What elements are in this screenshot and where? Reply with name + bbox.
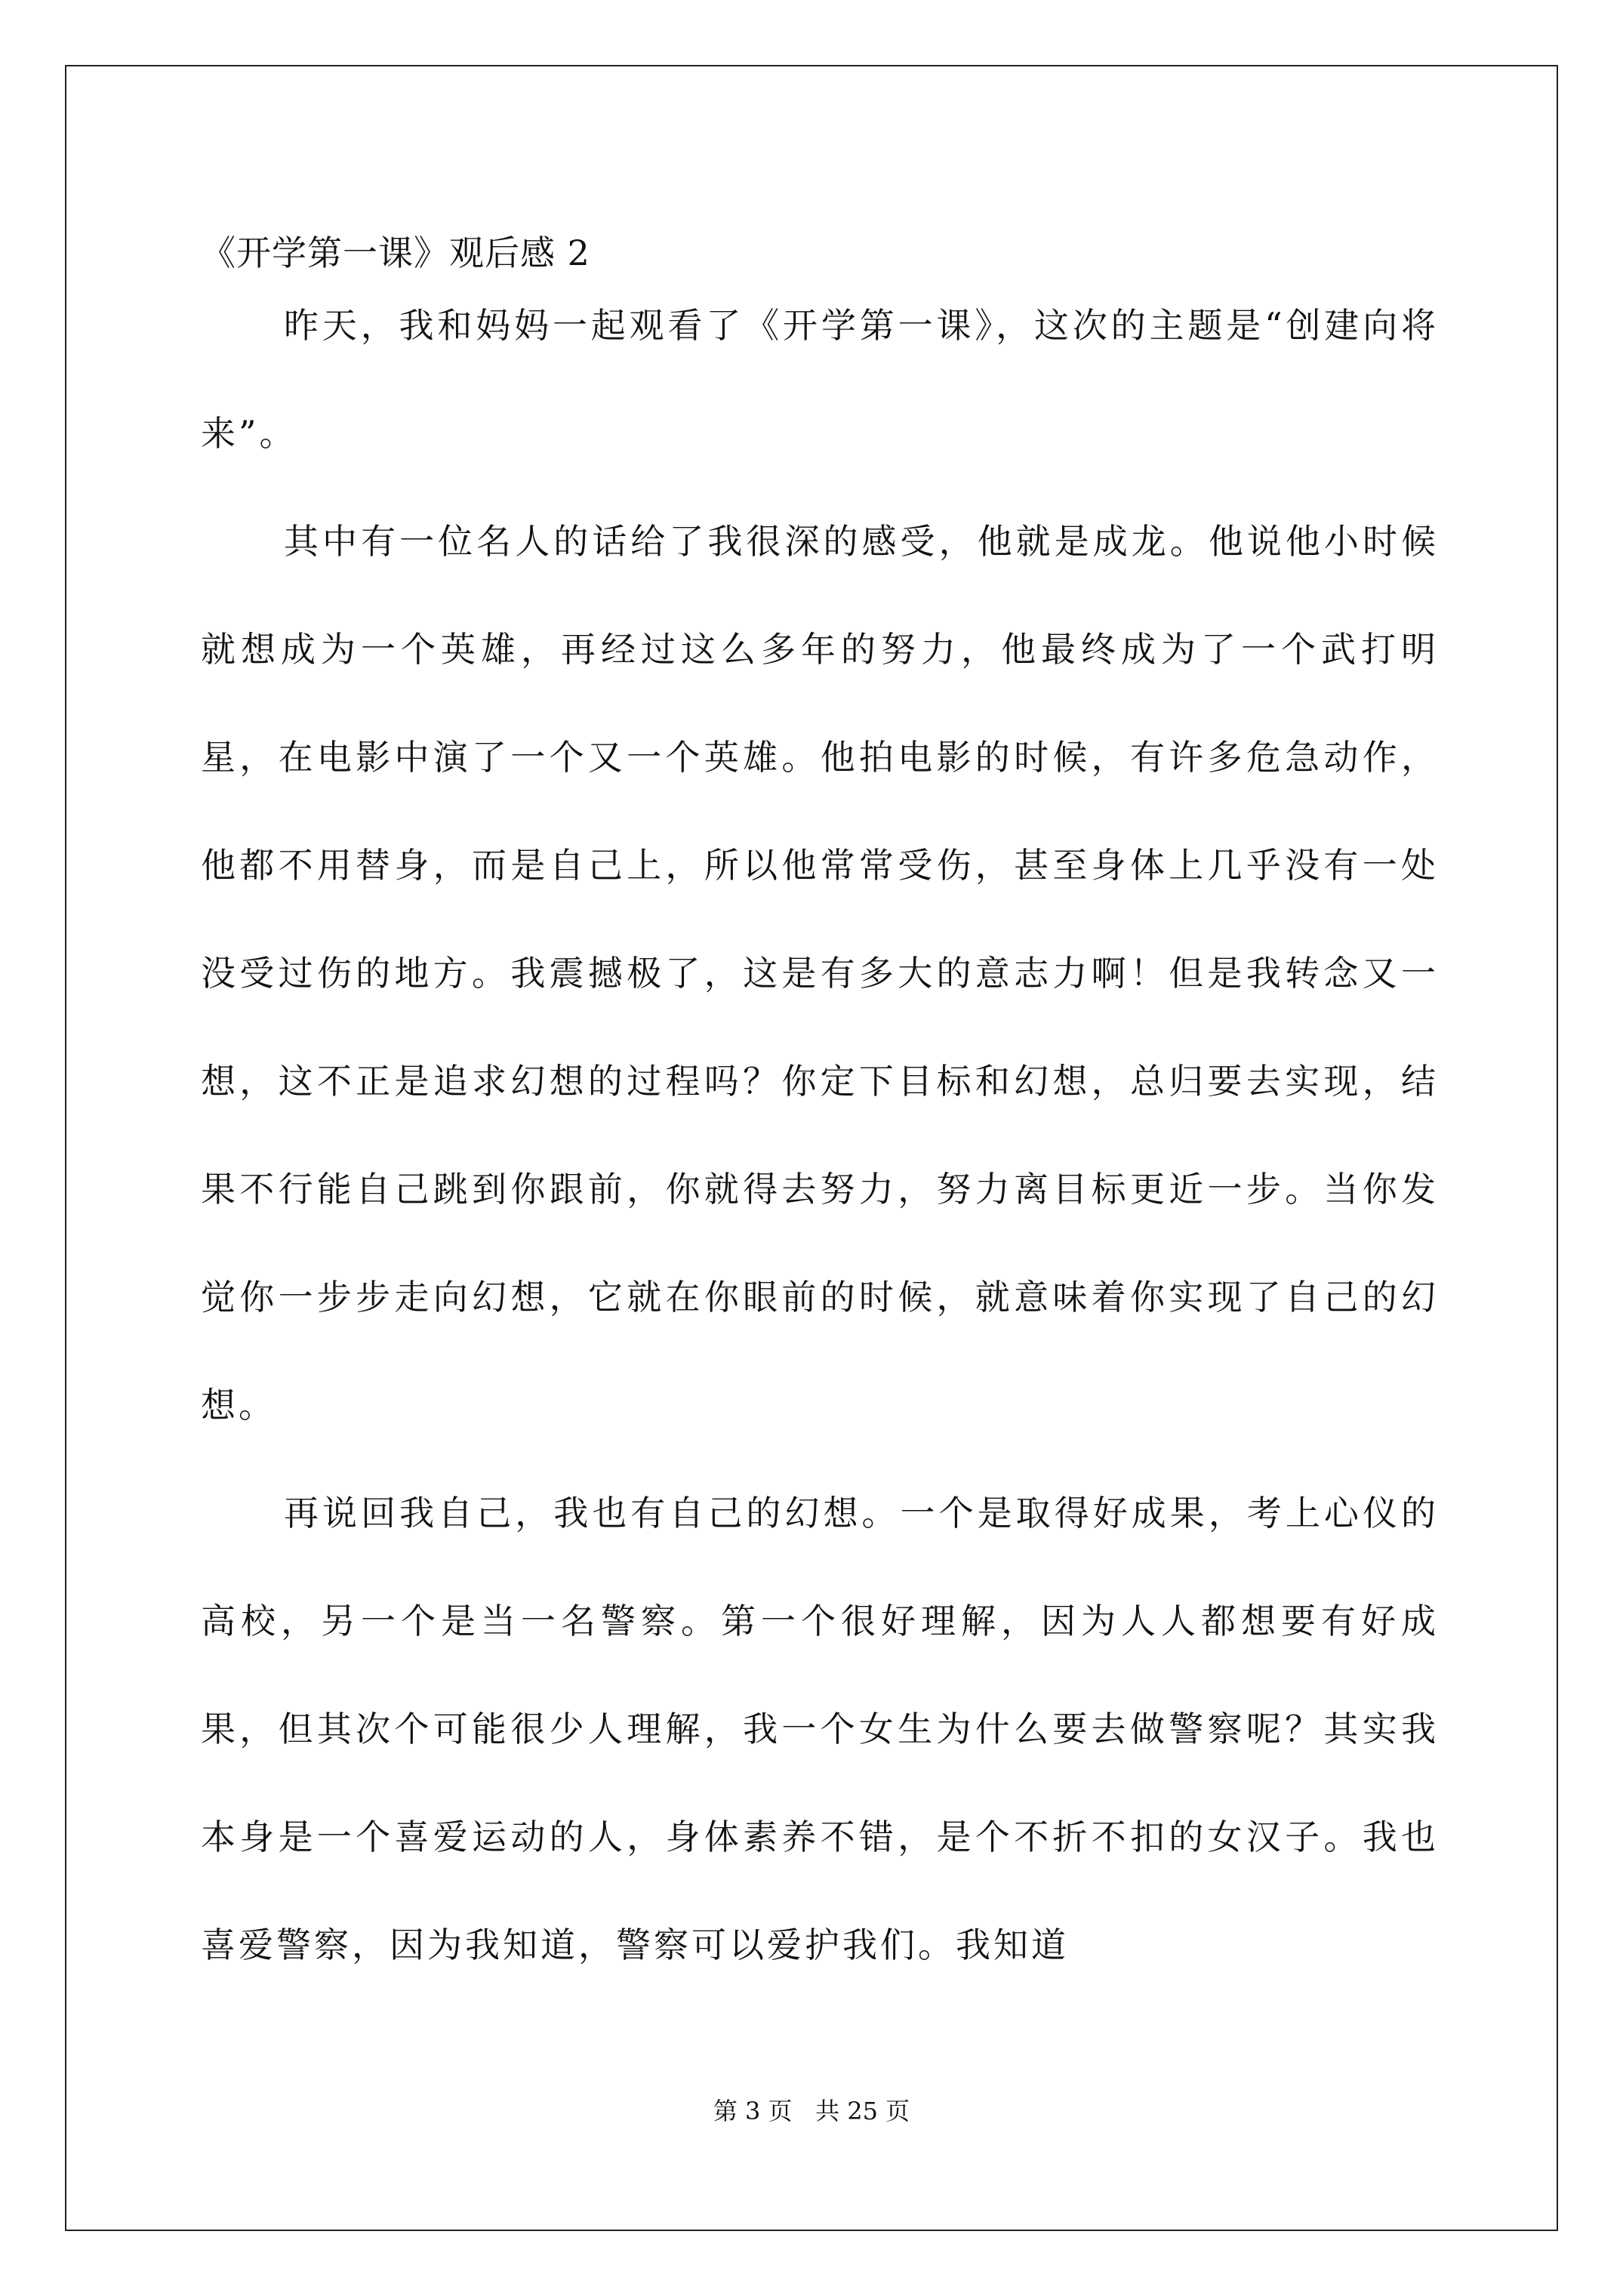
page-number-footer: 第 3 页 共 25 页 [713,2097,910,2125]
paragraph-2: 其中有一位名人的话给了我很深的感受，他就是成龙。他说他小时候就想成为一个英雄，再经过这么多年的努力，他最终成为了一个武打明星，在电影中演了一个又一个英雄。他拍电影的时候，有许多危急动作，他都不用替身，而是自己上，所以他常常受伤，甚至身体上几乎没有一处没受过伤的地方。我震撼极了，这是有多大的意志力啊！但是我转念又一想，这不正是追求幻想的过程吗？你定下目标和幻想，总归要去实现，结果不行能自己跳到你跟前，你就得去努力，努力离目标更近一步。当你发觉你一步步走向幻想，它就在你眼前的时候，就意味着你实现了自己的幻想。 [201,521,1439,1425]
paragraph-1: 昨天，我和妈妈一起观看了《开学第一课》，这次的主题是“创建向将来”。 [201,305,1439,454]
document-title: 《开学第一课》观后感 2 [201,233,590,273]
paragraph-3: 再说回我自己，我也有自己的幻想。一个是取得好成果，考上心仪的高校，另一个是当一名警察。第一个很好理解，因为人人都想要有好成果，但其次个可能很少人理解，我一个女生为什么要去做警察呢？其实我本身是一个喜爱运动的人，身体素养不错，是个不折不扣的女汉子。我也喜爱警察，因为我知道，警察可以爱护我们。我知道 [201,1493,1439,1965]
